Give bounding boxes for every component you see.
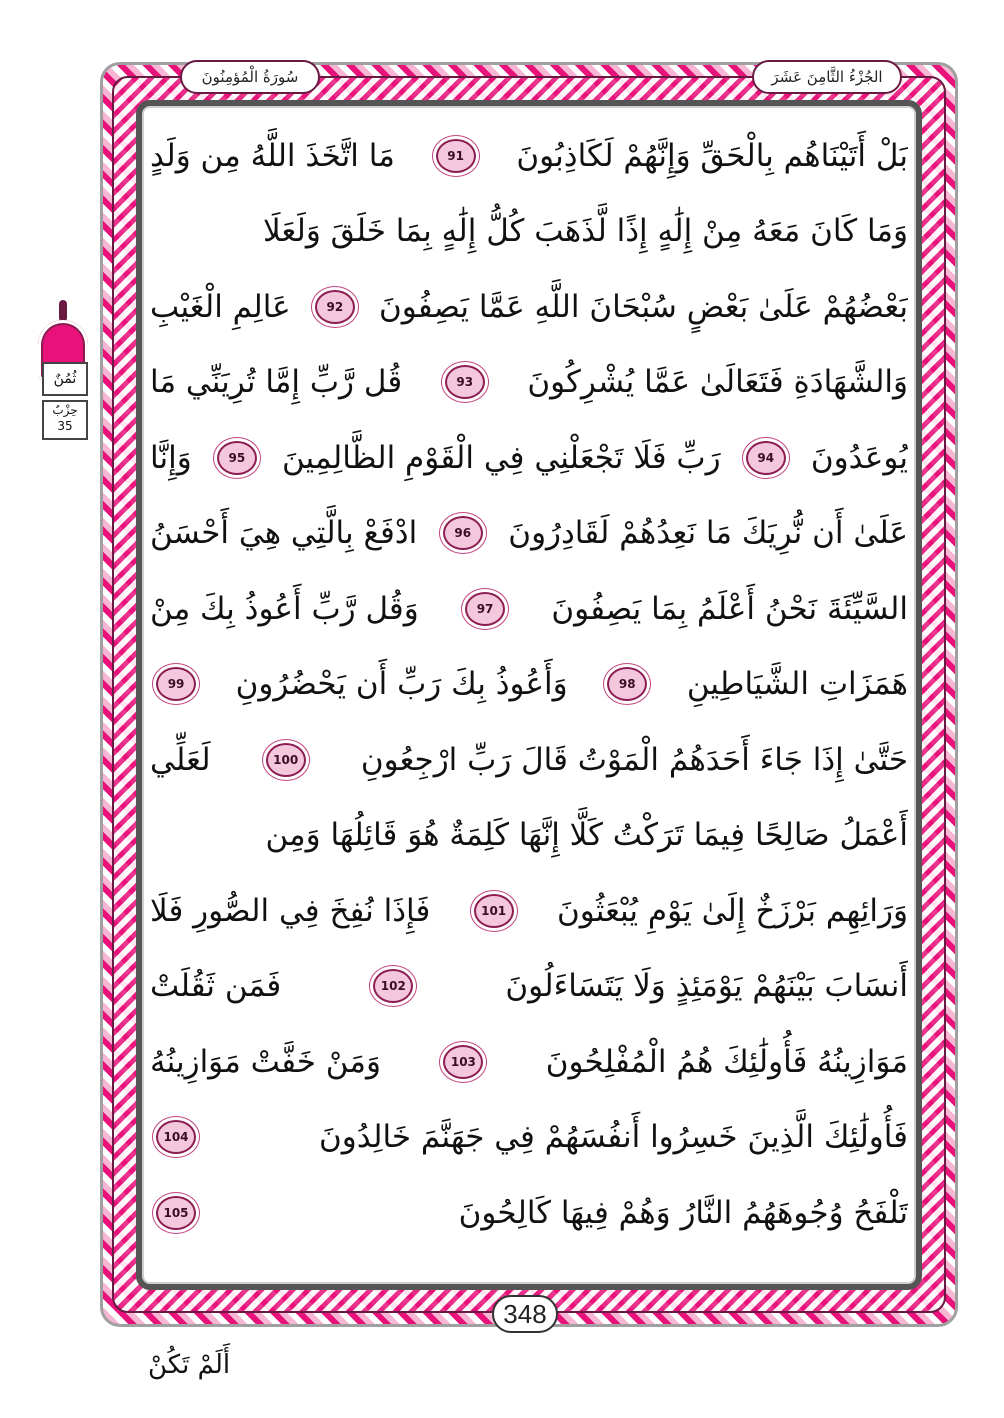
text-line <box>150 194 908 270</box>
ayah-number-marker: 96 <box>443 516 483 550</box>
verse-text: فَمَن ثَقُلَتْ <box>150 968 282 1005</box>
text-line <box>150 118 908 194</box>
verse-text: هَمَزَاتِ الشَّيَاطِينِ <box>686 666 908 703</box>
verse-text: مَا اتَّخَذَ اللَّهُ مِن وَلَدٍ <box>150 137 395 174</box>
verse-text: حَتَّىٰ إِذَا جَاءَ أَحَدَهُمُ الْمَوْتُ قَالَ رَبِّ ارْجِعُونِ <box>360 741 908 778</box>
verse-text: وَمَا كَانَ مَعَهُ مِنْ إِلَٰهٍ إِذًا لَّذَهَبَ كُلُّ إِلَٰهٍ بِمَا خَلَقَ وَلَعَلَا <box>262 213 908 250</box>
verse-text: فَأُولَٰئِكَ الَّذِينَ خَسِرُوا أَنفُسَهُمْ فِي جَهَنَّمَ خَالِدُونَ <box>319 1119 908 1156</box>
ayah-number-marker: 94 <box>746 441 786 475</box>
ayah-number-marker: 104 <box>156 1120 196 1154</box>
catchword: أَلَمْ تَكُنْ <box>148 1350 231 1380</box>
verse-text: فَإِذَا نُفِخَ فِي الصُّورِ فَلَا <box>150 892 431 929</box>
verse-text: عَلَىٰ أَن نُّرِيَكَ مَا نَعِدُهُمْ لَقَادِرُونَ <box>508 515 908 552</box>
ayah-number-marker: 92 <box>315 290 355 324</box>
text-line <box>150 269 908 345</box>
ayah-number-marker: 105 <box>156 1196 196 1230</box>
juz-label: الجُزْءُ الثَّامِنَ عَشَرَ <box>771 68 883 86</box>
ayah-number-marker: 98 <box>607 667 647 701</box>
text-line <box>150 1024 908 1100</box>
text-line <box>150 1100 908 1176</box>
hizb-number: 35 <box>57 419 73 433</box>
verse-text: لَعَلِّي <box>150 741 211 778</box>
ayah-number-marker: 100 <box>266 743 306 777</box>
marker-finial-icon <box>59 300 67 322</box>
verse-text: وَأَعُوذُ بِكَ رَبِّ أَن يَحْضُرُونِ <box>235 666 568 703</box>
verse-text: تَلْفَحُ وُجُوهَهُمُ النَّارُ وَهُمْ فِيهَا كَالِحُونَ <box>458 1194 908 1231</box>
verse-text: وَمَنْ خَفَّتْ مَوَازِينُهُ <box>150 1043 381 1080</box>
verse-text: السَّيِّئَةَ نَحْنُ أَعْلَمُ بِمَا يَصِفُونَ <box>551 590 908 627</box>
text-line <box>150 571 908 647</box>
text-line <box>150 873 908 949</box>
verse-text: مَوَازِينُهُ فَأُولَٰئِكَ هُمُ الْمُفْلِحُونَ <box>545 1043 908 1080</box>
verse-text: بَلْ أَتَيْنَاهُم بِالْحَقِّ وَإِنَّهُمْ لَكَاذِبُونَ <box>516 137 908 174</box>
verse-text: وَرَائِهِم بَرْزَخٌ إِلَىٰ يَوْمِ يُبْعَثُونَ <box>556 892 908 929</box>
verse-text: ادْفَعْ بِالَّتِي هِيَ أَحْسَنُ <box>150 515 418 552</box>
hizb-box <box>42 400 88 440</box>
ayah-number-marker: 101 <box>474 894 514 928</box>
text-line <box>150 496 908 572</box>
ayah-number-marker: 103 <box>443 1045 483 1079</box>
verse-text: يُوعَدُونَ <box>810 439 908 476</box>
verse-text: وَقُل رَّبِّ أَعُوذُ بِكَ مِنْ <box>150 590 419 627</box>
hizb-word: حِزْبٌ <box>52 403 78 417</box>
ayah-number-marker: 93 <box>445 365 485 399</box>
text-line <box>150 722 908 798</box>
text-line <box>150 1175 908 1251</box>
ayah-number-marker: 99 <box>156 667 196 701</box>
verse-text: وَالشَّهَادَةِ فَتَعَالَىٰ عَمَّا يُشْرِكُونَ <box>527 364 908 401</box>
verse-text: أَنسَابَ بَيْنَهُمْ يَوْمَئِذٍ وَلَا يَتَسَاءَلُونَ <box>505 968 908 1005</box>
thumn-label: ثُمُنٌ <box>42 362 88 396</box>
verse-text: بَعْضُهُمْ عَلَىٰ بَعْضٍ سُبْحَانَ اللَّهِ عَمَّا يَصِفُونَ <box>379 288 908 325</box>
ayah-number-marker: 102 <box>373 969 413 1003</box>
text-line <box>150 647 908 723</box>
surah-name-cartouche <box>180 60 320 94</box>
verse-text: وَإِنَّا <box>150 439 192 476</box>
juz-cartouche <box>752 60 902 94</box>
verse-text: أَعْمَلُ صَالِحًا فِيمَا تَرَكْتُ كَلَّا إِنَّهَا كَلِمَةٌ هُوَ قَائِلُهَا وَمِن <box>265 817 908 854</box>
quran-text <box>150 118 908 1251</box>
ayah-number-marker: 95 <box>217 441 257 475</box>
text-line <box>150 949 908 1025</box>
text-line <box>150 345 908 421</box>
ayah-number-marker: 91 <box>436 139 476 173</box>
surah-name: سُورَةُ الْمُؤمِنُونَ <box>201 68 299 86</box>
text-line <box>150 798 908 874</box>
text-line <box>150 420 908 496</box>
page-number: 348 <box>492 1295 558 1333</box>
ayah-number-marker: 97 <box>465 592 505 626</box>
verse-text: رَبِّ فَلَا تَجْعَلْنِي فِي الْقَوْمِ الظَّالِمِينَ <box>281 439 721 476</box>
hizb-marker <box>30 300 96 442</box>
verse-text: قُل رَّبِّ إِمَّا تُرِيَنِّي مَا <box>150 364 403 401</box>
verse-text: عَالِمِ الْغَيْبِ <box>150 288 291 325</box>
